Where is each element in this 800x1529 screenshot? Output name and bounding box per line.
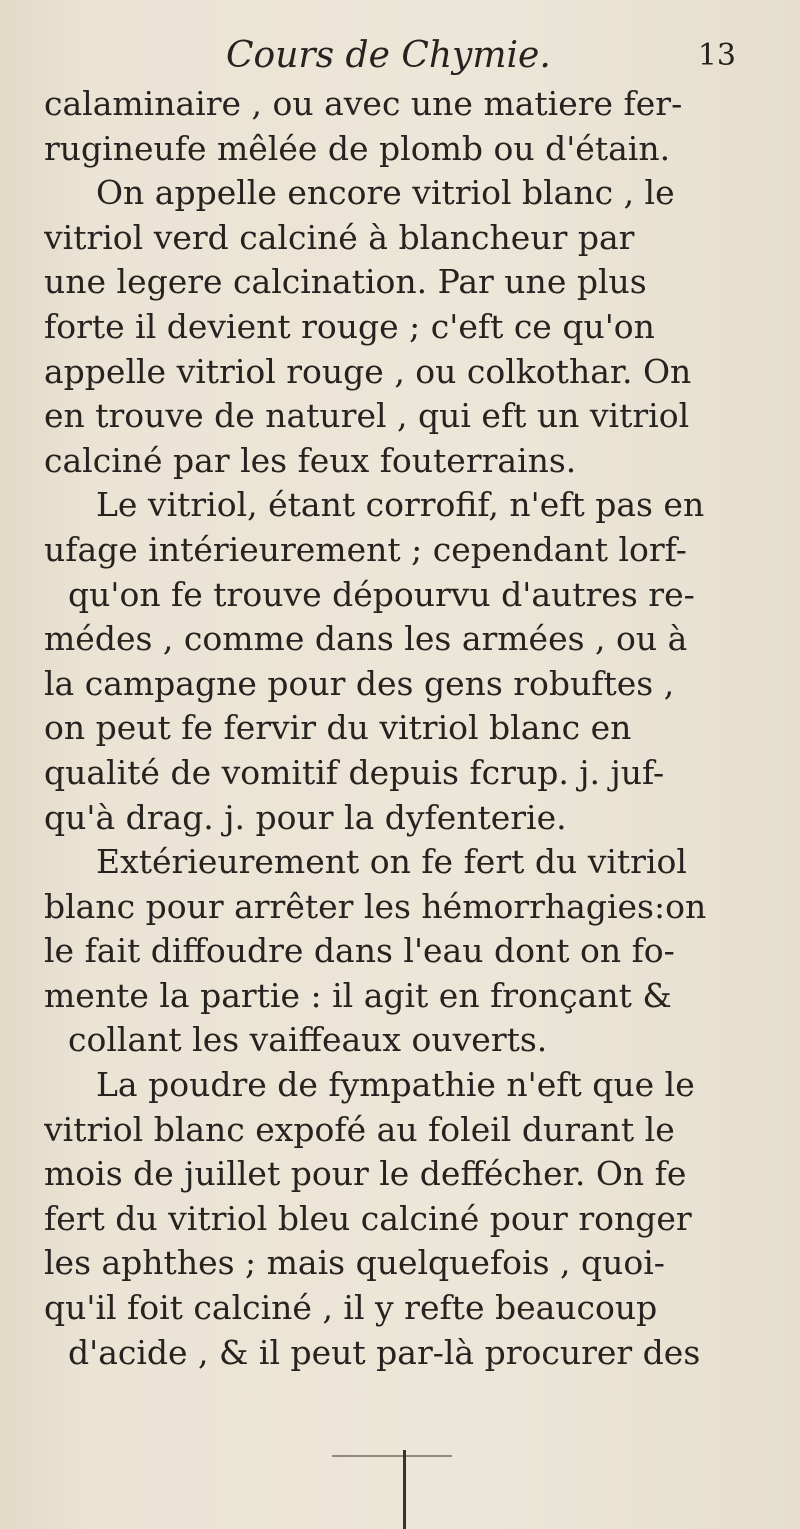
- running-head: [44, 30, 780, 82]
- text-line: en trouve de naturel , qui eft un vitriol: [44, 396, 690, 436]
- running-title: Cours de Chymie.: [226, 35, 551, 76]
- text-line: appelle vitriol rouge , ou colkothar. On: [44, 351, 692, 391]
- page-edge-mark: [332, 1455, 452, 1457]
- text-line: collant les vaiffeaux ouverts.: [68, 1020, 548, 1060]
- text-line: Extérieurement on fe fert du vitriol: [96, 842, 687, 882]
- text-line: Le vitriol, étant corrofif, n'eft pas en: [96, 485, 705, 525]
- text-line: d'acide , & il peut par-là procurer des: [68, 1332, 701, 1372]
- text-line: qu'on fe trouve dépourvu d'autres re-: [68, 574, 695, 614]
- text-line: calciné par les feux fouterrains.: [44, 440, 577, 480]
- text-line: qu'il foit calciné , il y refte beaucoup: [44, 1288, 658, 1328]
- text-line: calaminaire , ou avec une matiere fer-: [44, 84, 683, 123]
- text-line: les aphthes ; mais quelquefois , quoi-: [44, 1243, 665, 1283]
- text-line: qualité de vomitif depuis fcrup. j. juf-: [44, 752, 665, 792]
- text-line: une legere calcination. Par une plus: [44, 262, 647, 302]
- text-line: on peut fe fervir du vitriol blanc en: [44, 708, 632, 748]
- body-text: [44, 82, 780, 1375]
- text-line: vitriol blanc expofé au foleil durant le: [44, 1109, 675, 1149]
- text-line: ufage intérieurement ; cependant lorf-: [44, 529, 687, 569]
- page-number: 13: [697, 38, 736, 73]
- text-line: le fait diffoudre dans l'eau dont on fo-: [44, 931, 675, 971]
- text-line: rugineufe mêlée de plomb ou d'étain.: [44, 128, 671, 168]
- vertical-rule: [403, 1450, 406, 1529]
- text-line: blanc pour arrêter les hémorrhagies:on: [44, 886, 707, 926]
- text-line: On appelle encore vitriol blanc , le: [96, 173, 675, 213]
- text-line: La poudre de fympathie n'eft que le: [96, 1065, 695, 1105]
- text-line: la campagne pour des gens robuftes ,: [44, 663, 675, 703]
- text-line: fert du vitriol bleu calciné pour ronger: [44, 1198, 692, 1238]
- text-line: forte il devient rouge ; c'eft ce qu'on: [44, 306, 655, 346]
- text-line: vitriol verd calciné à blancheur par: [44, 217, 635, 257]
- text-line: mois de juillet pour le deffécher. On fe: [44, 1154, 687, 1194]
- text-line: qu'à drag. j. pour la dyfenterie.: [44, 797, 567, 837]
- text-line: mente la partie : il agit en fronçant &: [44, 975, 672, 1015]
- text-line: médes , comme dans les armées , ou à: [44, 619, 688, 659]
